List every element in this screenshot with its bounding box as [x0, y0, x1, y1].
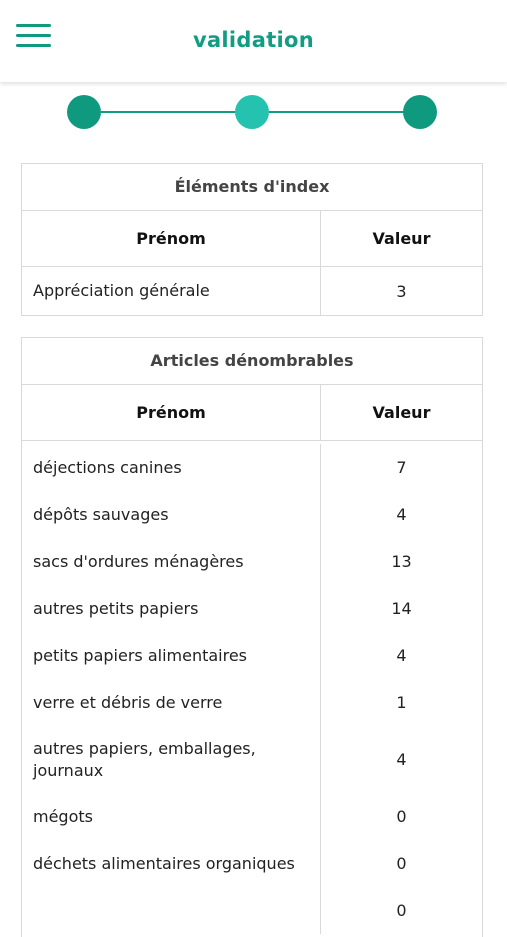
- step-2-dot[interactable]: [235, 95, 269, 129]
- step-3-dot[interactable]: [403, 95, 437, 129]
- row-value: 3: [396, 281, 407, 301]
- page-title: validation: [192, 28, 315, 52]
- row-name: mégots: [22, 793, 321, 840]
- step-connector: [269, 111, 407, 113]
- table-row: [22, 840, 482, 887]
- table-row: [22, 887, 482, 934]
- row-name: petits papiers alimentaires: [22, 632, 321, 679]
- table-row: [22, 267, 482, 315]
- row-value: 13: [391, 552, 412, 571]
- column-header-name: Prénom: [22, 211, 321, 266]
- table-row: [22, 585, 482, 632]
- table-row: [22, 726, 482, 793]
- progress-stepper: [0, 88, 507, 136]
- row-name: dépôts sauvages: [22, 491, 321, 538]
- table-header: [22, 211, 482, 267]
- row-value: 0: [396, 901, 407, 920]
- row-value: 0: [396, 807, 407, 826]
- row-name: déchets alimentaires organiques: [22, 840, 321, 887]
- table-row: [22, 444, 482, 491]
- column-header-name: Prénom: [22, 385, 321, 440]
- row-name: Appréciation générale: [22, 267, 321, 315]
- row-name: [22, 887, 321, 934]
- step-connector: [101, 111, 239, 113]
- row-value: 7: [396, 458, 407, 477]
- table-row: [22, 538, 482, 585]
- row-value: 0: [396, 854, 407, 873]
- column-header-value: Valeur: [372, 229, 431, 248]
- table-row: [22, 679, 482, 726]
- table-row: [22, 491, 482, 538]
- row-name: autres papiers, emballages, journaux: [22, 726, 321, 793]
- row-name: déjections canines: [22, 444, 321, 491]
- app-bar: [0, 0, 507, 82]
- row-value: 1: [396, 693, 407, 712]
- row-value: 14: [391, 599, 412, 618]
- step-1-dot[interactable]: [67, 95, 101, 129]
- table-header: [22, 385, 482, 441]
- row-name: autres petits papiers: [22, 585, 321, 632]
- table-title: Éléments d'index: [22, 164, 482, 211]
- row-value: 4: [396, 646, 407, 665]
- row-name: sacs d'ordures ménagères: [22, 538, 321, 585]
- countable-items-table: [21, 337, 483, 937]
- row-value: 4: [396, 750, 407, 769]
- row-value: 4: [396, 505, 407, 524]
- table-row: [22, 793, 482, 840]
- row-name: verre et débris de verre: [22, 679, 321, 726]
- table-row: [22, 632, 482, 679]
- index-elements-table: [21, 163, 483, 316]
- column-header-value: Valeur: [372, 403, 431, 422]
- table-title: Articles dénombrables: [22, 338, 482, 385]
